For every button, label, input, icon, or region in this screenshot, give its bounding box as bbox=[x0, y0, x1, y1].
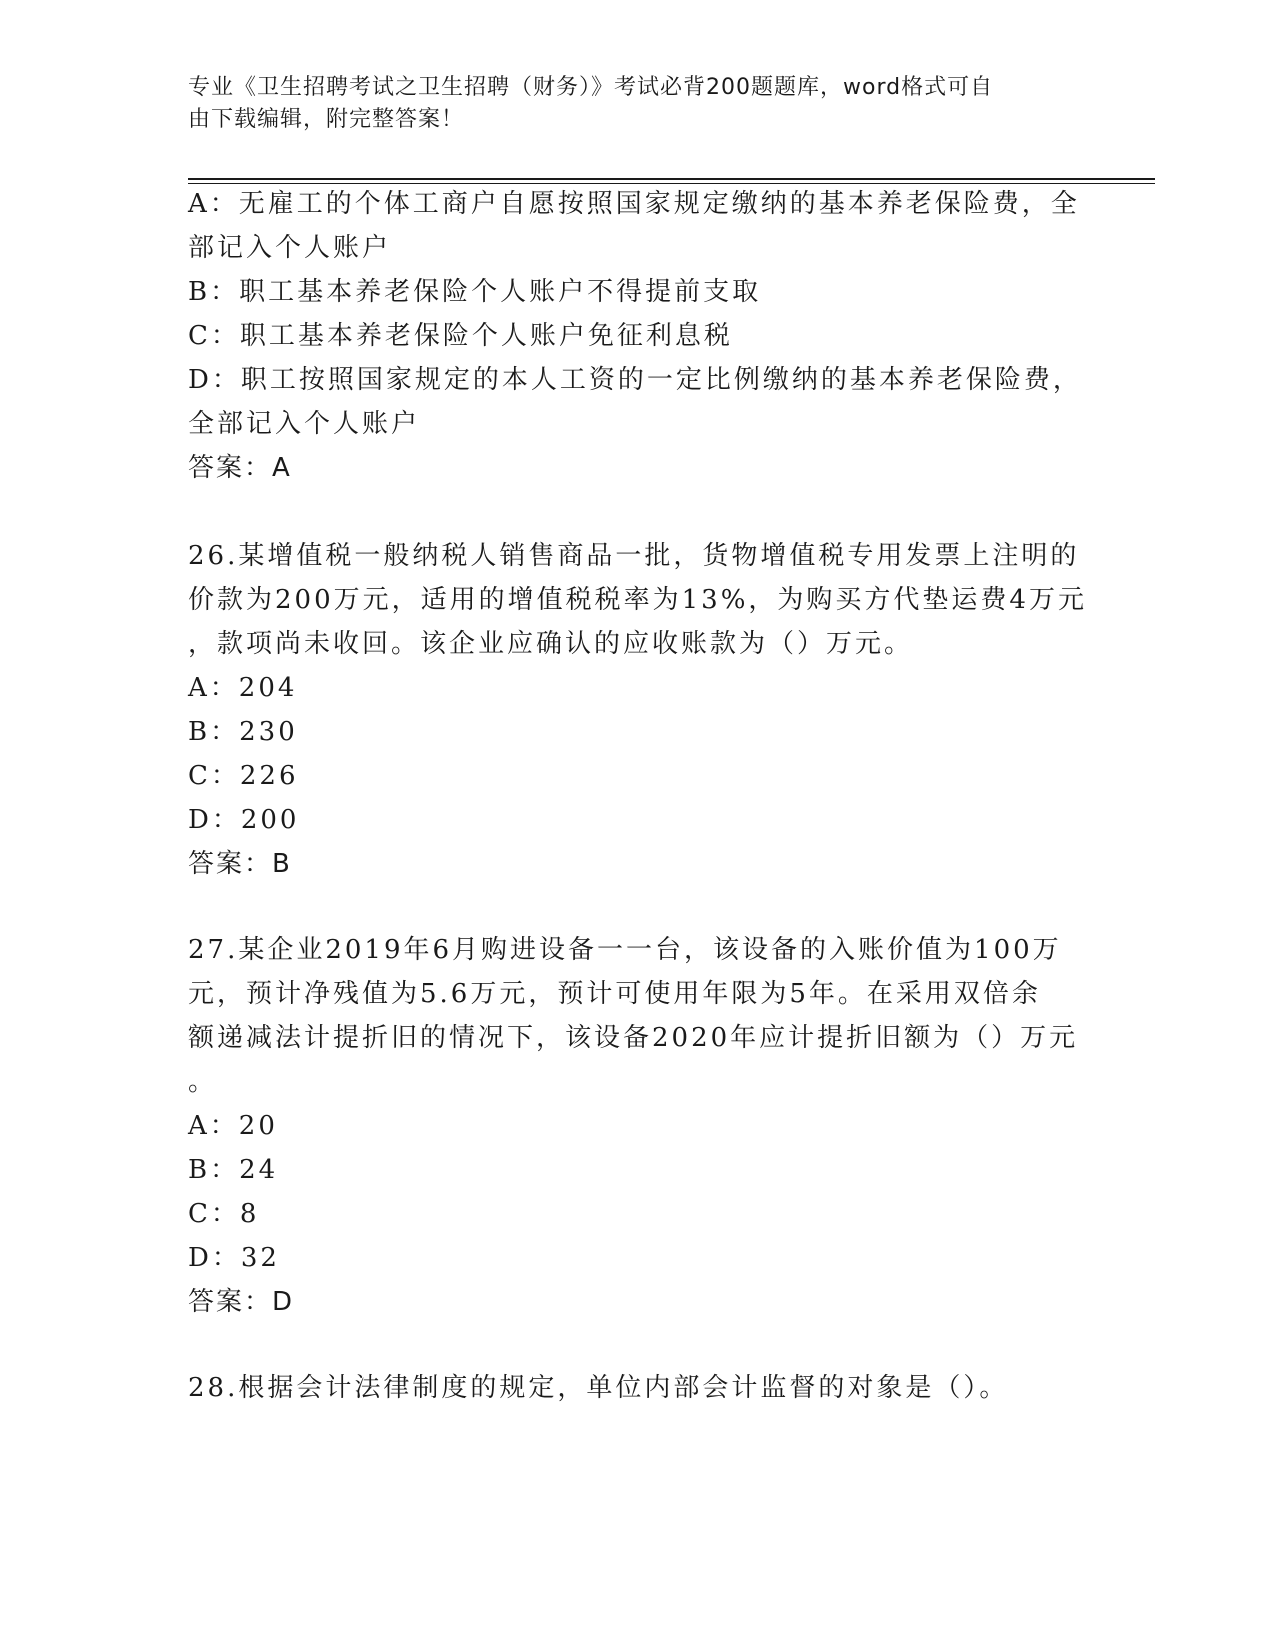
q26-option-a: A：204 bbox=[188, 673, 298, 703]
q28-stem-line-1: 28.根据会计法律制度的规定，单位内部会计监督的对象是（）。 bbox=[188, 1373, 1009, 1403]
prev-option-a-line-1: A：无雇工的个体工商户自愿按照国家规定缴纳的基本养老保险费，全 bbox=[188, 189, 1080, 219]
q26-answer: 答案：B bbox=[188, 849, 292, 879]
q27-stem-line-2: 元，预计净残值为5.6万元，预计可使用年限为5年。在采用双倍余 bbox=[188, 979, 1041, 1009]
q27-option-d: D：32 bbox=[188, 1243, 280, 1273]
q27-stem-line-1: 27.某企业2019年6月购进设备一一台，该设备的入账价值为100万 bbox=[188, 935, 1062, 965]
q26-option-d: D：200 bbox=[188, 805, 300, 835]
header-rule-thin bbox=[188, 183, 1155, 184]
q27-answer: 答案：D bbox=[188, 1287, 295, 1317]
prev-option-d-line-2: 全部记入个人账户 bbox=[188, 409, 421, 439]
prev-option-c: C：职工基本养老保险个人账户免征利息税 bbox=[188, 321, 733, 351]
prev-option-a-line-2: 部记入个人账户 bbox=[188, 233, 392, 263]
q26-stem-line-1: 26.某增值税一般纳税人销售商品一批，货物增值税专用发票上注明的 bbox=[188, 541, 1080, 571]
q26-stem-line-3: ，款项尚未收回。该企业应确认的应收账款为（）万元。 bbox=[188, 629, 914, 659]
q27-option-b: B：24 bbox=[188, 1155, 279, 1185]
q27-stem-line-4: 。 bbox=[188, 1067, 218, 1097]
prev-answer: 答案：A bbox=[188, 453, 292, 483]
q26-stem-line-2: 价款为200万元，适用的增值税税率为13%，为购买方代垫运费4万元 bbox=[188, 585, 1087, 615]
header-line-1: 专业《卫生招聘考试之卫生招聘（财务）》考试必背200题题库，word格式可自 bbox=[188, 75, 994, 100]
header-line-2: 由下载编辑，附完整答案！ bbox=[188, 107, 465, 132]
q26-option-b: B：230 bbox=[188, 717, 298, 747]
prev-option-d-line-1: D：职工按照国家规定的本人工资的一定比例缴纳的基本养老保险费， bbox=[188, 365, 1082, 395]
document-header bbox=[188, 72, 1068, 136]
q27-option-c: C：8 bbox=[188, 1199, 260, 1229]
prev-option-b: B：职工基本养老保险个人账户不得提前支取 bbox=[188, 277, 762, 307]
q27-stem-line-3: 额递减法计提折旧的情况下，该设备2020年应计提折旧额为（）万元 bbox=[188, 1023, 1079, 1053]
q26-option-c: C：226 bbox=[188, 761, 299, 791]
header-rule-thick bbox=[188, 178, 1155, 180]
q27-option-a: A：20 bbox=[188, 1111, 278, 1141]
